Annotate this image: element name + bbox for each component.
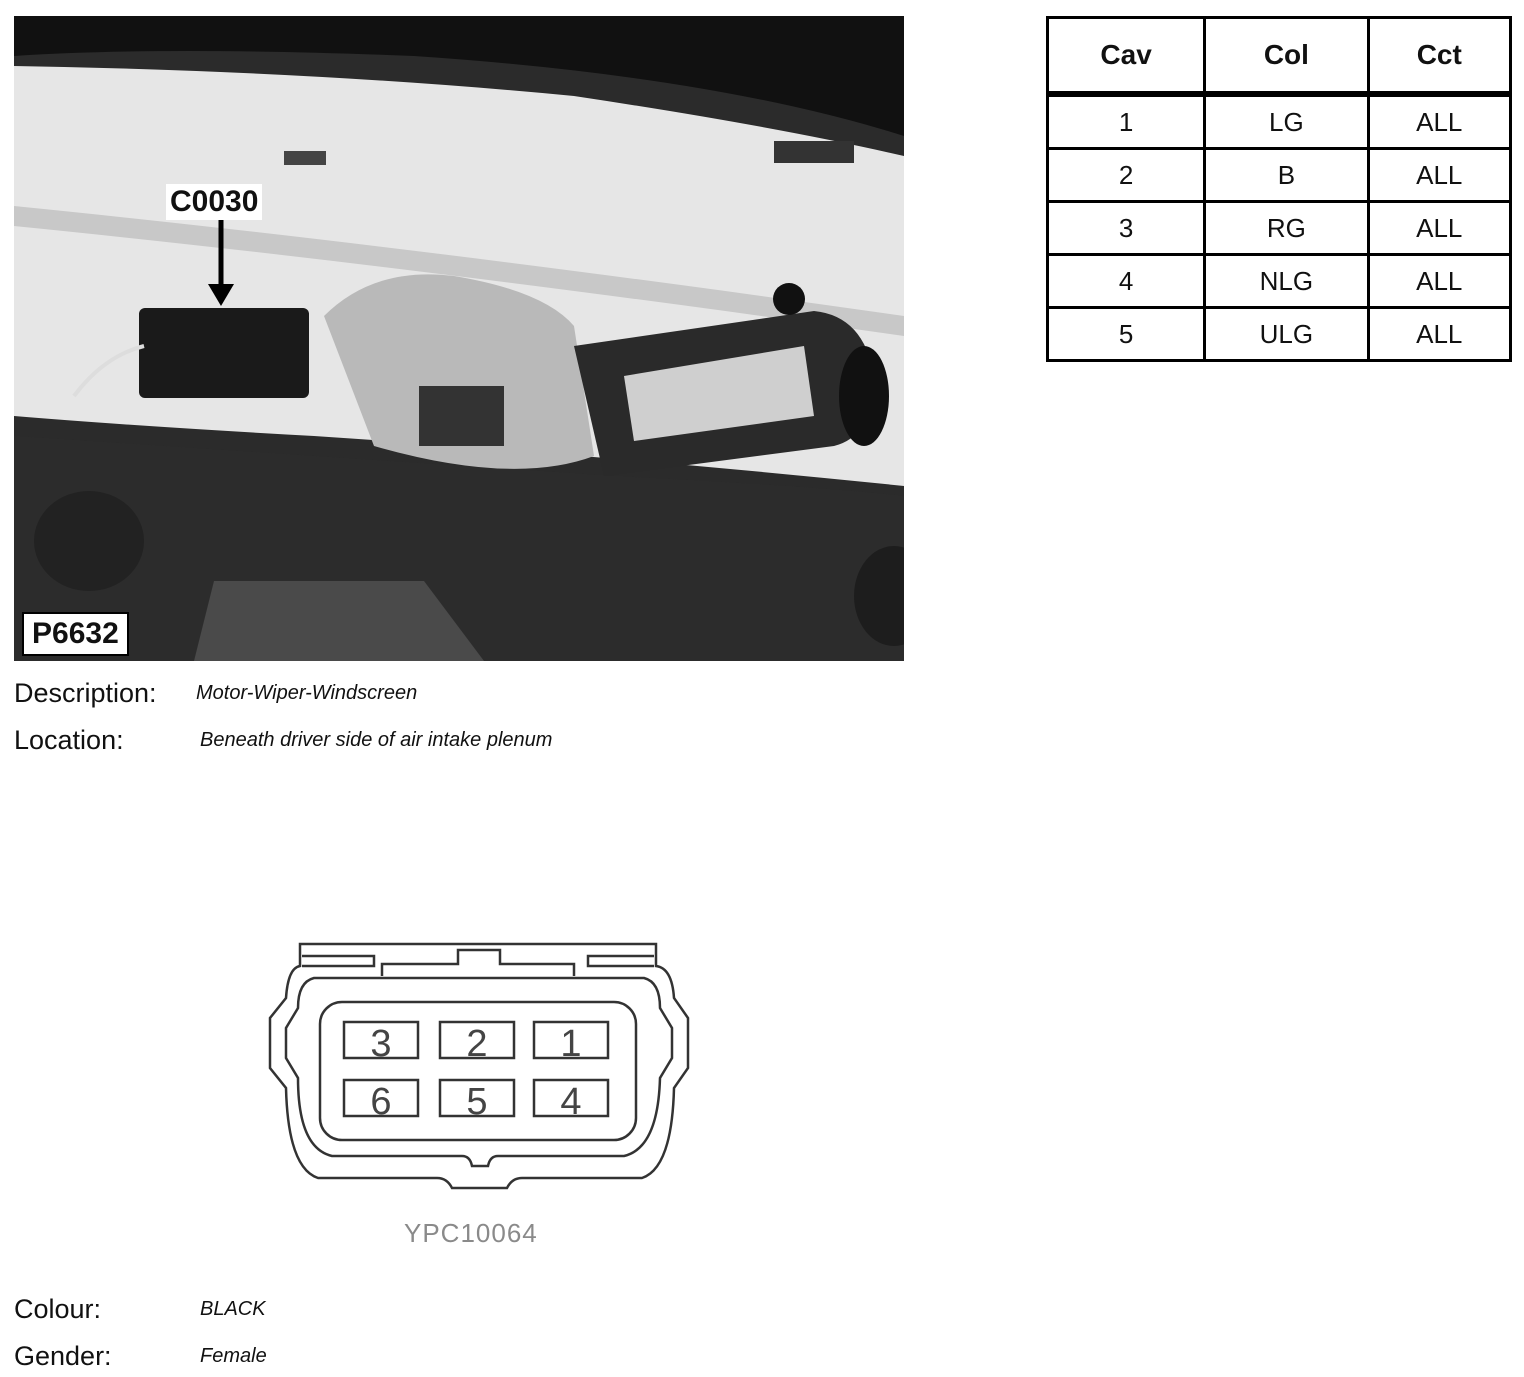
pin-label: 5 [466,1081,488,1123]
wiper-motor-photo-illustration [14,16,904,661]
colour-label: Colour: [14,1294,102,1324]
pin-label: 2 [466,1023,488,1065]
cell-col: ULG [1205,308,1368,361]
cell-cct: ALL [1368,202,1510,255]
cell-col: LG [1205,94,1368,149]
cell-col: B [1205,149,1368,202]
cell-cav: 1 [1048,94,1205,149]
connector-face-diagram [262,938,698,1208]
header-col: Col [1205,18,1368,95]
table-row [1048,202,1511,255]
description-label: Description: [14,678,157,708]
description-value: Motor-Wiper-Windscreen [196,682,418,704]
cell-col: NLG [1205,255,1368,308]
cell-cct: ALL [1368,149,1510,202]
pin-label: 6 [370,1081,392,1123]
table-row [1048,94,1511,149]
pin-table [1046,16,1512,362]
cell-cct: ALL [1368,94,1510,149]
table-row [1048,149,1511,202]
photo-id-label: P6632 [22,612,129,656]
connector-callout-label: C0030 [166,184,262,220]
cell-col: RG [1205,202,1368,255]
cell-cav: 5 [1048,308,1205,361]
part-code: YPC10064 [404,1218,538,1248]
cell-cct: ALL [1368,255,1510,308]
cell-cav: 3 [1048,202,1205,255]
pin-label: 3 [370,1023,392,1065]
header-cct: Cct [1368,18,1510,95]
cell-cav: 2 [1048,149,1205,202]
header-cav: Cav [1048,18,1205,95]
location-value: Beneath driver side of air intake plenum [200,729,553,751]
colour-value: BLACK [200,1298,266,1320]
component-photo [14,16,904,661]
cell-cav: 4 [1048,255,1205,308]
gender-label: Gender: [14,1341,112,1371]
gender-value: Female [200,1345,267,1367]
pin-table-header-row [1048,18,1511,95]
cell-cct: ALL [1368,308,1510,361]
table-row [1048,255,1511,308]
pin-label: 1 [560,1023,582,1065]
location-label: Location: [14,725,124,755]
pin-label: 4 [560,1081,582,1123]
table-row [1048,308,1511,361]
